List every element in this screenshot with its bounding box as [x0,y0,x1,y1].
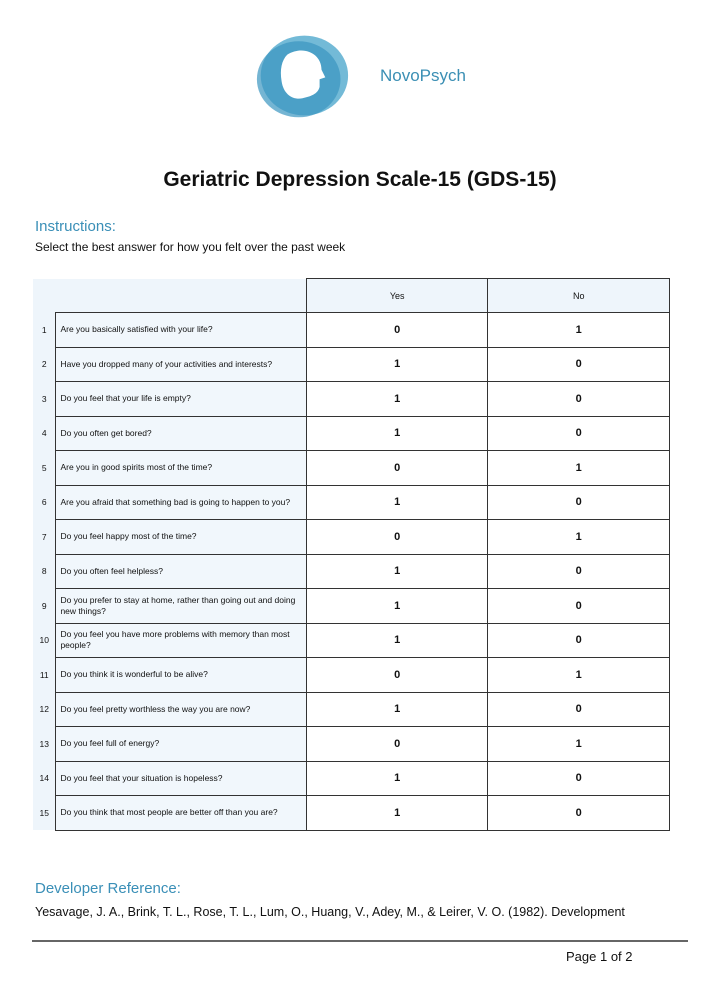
item-number: 10 [33,623,56,658]
table-row [33,692,670,727]
item-number: 7 [33,520,56,555]
item-question: Do you feel pretty worthless the way you are now? [56,692,306,727]
item-question: Do you think it is wonderful to be alive? [56,658,306,693]
item-number: 4 [33,416,56,451]
item-number: 1 [33,313,56,348]
table-row [33,589,670,624]
table-header-row [33,279,670,313]
table-row [33,761,670,796]
item-number: 5 [33,451,56,486]
yes-score: 1 [306,761,488,796]
table-row [33,313,670,348]
table-row [33,416,670,451]
no-score: 1 [488,313,670,348]
no-score: 0 [488,347,670,382]
reference-heading: Developer Reference: [35,880,181,897]
table-row [33,382,670,417]
no-score: 0 [488,796,670,831]
yes-score: 1 [306,796,488,831]
item-question: Do you prefer to stay at home, rather than going out and doing new things? [56,589,306,624]
item-question: Do you feel you have more problems with memory than most people? [56,623,306,658]
item-question: Are you basically satisfied with your life? [56,313,306,348]
page-number: Page 1 of 2 [566,949,633,964]
item-question: Do you often get bored? [56,416,306,451]
item-question: Do you feel that your life is empty? [56,382,306,417]
table-row [33,554,670,589]
item-question: Do you think that most people are better off than you are? [56,796,306,831]
item-question: Do you feel full of energy? [56,727,306,762]
column-header-no: No [488,279,670,313]
item-question: Do you feel that your situation is hopeless? [56,761,306,796]
item-number: 3 [33,382,56,417]
yes-score: 1 [306,554,488,589]
questionnaire-table [33,278,670,831]
no-score: 1 [488,520,670,555]
table-row [33,520,670,555]
yes-score: 1 [306,416,488,451]
table-row [33,623,670,658]
yes-score: 1 [306,692,488,727]
table-row [33,796,670,831]
yes-score: 1 [306,382,488,417]
novopsych-logo-icon [255,28,350,123]
yes-score: 1 [306,347,488,382]
no-score: 1 [488,727,670,762]
item-question: Have you dropped many of your activities and interests? [56,347,306,382]
item-number: 14 [33,761,56,796]
item-number: 2 [33,347,56,382]
table-row [33,658,670,693]
table-row [33,451,670,486]
yes-score: 0 [306,313,488,348]
no-score: 0 [488,589,670,624]
yes-score: 1 [306,589,488,624]
no-score: 0 [488,692,670,727]
instructions-heading: Instructions: [35,218,116,235]
page-title: Geriatric Depression Scale-15 (GDS-15) [163,168,557,191]
no-score: 1 [488,451,670,486]
table-row [33,727,670,762]
item-number: 8 [33,554,56,589]
no-score: 1 [488,658,670,693]
item-question: Are you in good spirits most of the time? [56,451,306,486]
item-question: Are you afraid that something bad is going to happen to you? [56,485,306,520]
no-score: 0 [488,485,670,520]
item-number: 15 [33,796,56,831]
item-number: 6 [33,485,56,520]
yes-score: 0 [306,451,488,486]
table-row [33,485,670,520]
column-header-yes: Yes [306,279,488,313]
no-score: 0 [488,554,670,589]
footer-divider [32,940,688,942]
item-question: Do you feel happy most of the time? [56,520,306,555]
yes-score: 1 [306,485,488,520]
no-score: 0 [488,623,670,658]
item-question: Do you often feel helpless? [56,554,306,589]
yes-score: 0 [306,727,488,762]
item-number: 12 [33,692,56,727]
item-number: 9 [33,589,56,624]
reference-text: Yesavage, J. A., Brink, T. L., Rose, T. L., Lum, O., Huang, V., Adey, M., & Leirer, V. O. (1982). Development [35,905,625,919]
item-number: 11 [33,658,56,693]
yes-score: 0 [306,520,488,555]
instructions-text: Select the best answer for how you felt over the past week [35,240,346,254]
yes-score: 1 [306,623,488,658]
table-row [33,347,670,382]
item-number: 13 [33,727,56,762]
no-score: 0 [488,761,670,796]
brand-name: NovoPsych [380,66,466,85]
no-score: 0 [488,382,670,417]
no-score: 0 [488,416,670,451]
yes-score: 0 [306,658,488,693]
